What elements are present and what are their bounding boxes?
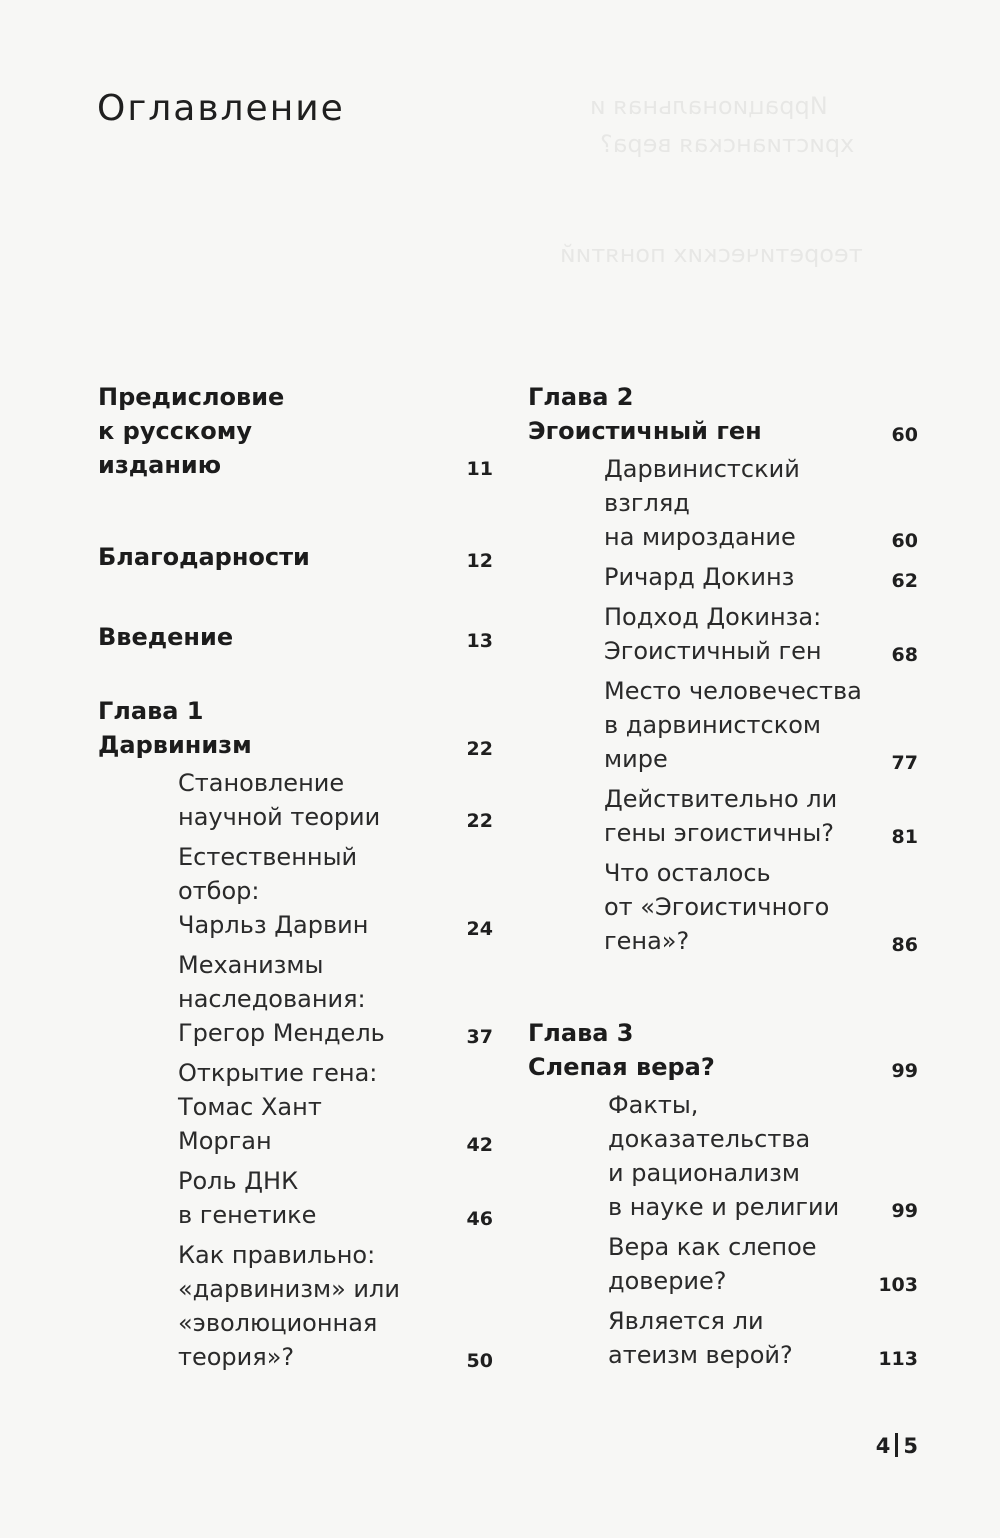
toc-subentry[interactable] <box>608 1230 918 1298</box>
toc-column-left <box>98 380 493 1374</box>
toc-entry-title: Что осталось от «Эгоистичного гена»? <box>604 859 830 955</box>
toc-entry-title: Подход Докинза: Эгоистичный ген <box>604 603 822 665</box>
toc-page-number: 99 <box>891 1060 918 1082</box>
toc-page-number: 13 <box>466 630 493 652</box>
toc-page-number: 24 <box>466 918 493 940</box>
toc-entry-acknowledgements[interactable] <box>98 540 493 574</box>
toc-subentry[interactable] <box>608 1088 918 1224</box>
toc-page-number: 11 <box>466 458 493 480</box>
toc-subentry[interactable] <box>178 1238 493 1374</box>
toc-page-number: 86 <box>891 934 918 956</box>
toc-subentry[interactable] <box>178 1056 493 1158</box>
page-title: Оглавление <box>97 88 345 129</box>
toc-page-number: 62 <box>891 570 918 592</box>
toc-entry-title: Факты, доказательства и рационализм в науке и религии <box>608 1091 840 1221</box>
toc-entry-title: Благодарности <box>98 543 310 571</box>
toc-page-number: 22 <box>466 810 493 832</box>
toc-subentry[interactable] <box>178 840 493 942</box>
folio-right: 5 <box>903 1434 918 1458</box>
toc-page-number: 99 <box>891 1200 918 1222</box>
toc-page-number: 37 <box>466 1026 493 1048</box>
toc-entry-title: Место человечества в дарвинистском мире <box>604 677 862 773</box>
toc-page-number: 60 <box>891 530 918 552</box>
toc-entry-chapter-1[interactable] <box>98 694 493 762</box>
toc-entry-title: Становление научной теории <box>178 769 381 831</box>
toc-entry-title: Является ли атеизм верой? <box>608 1307 793 1369</box>
toc-subentry[interactable] <box>608 1304 918 1372</box>
toc-entry-title: Введение <box>98 623 234 651</box>
toc-page-number: 46 <box>466 1208 493 1230</box>
toc-entry-title <box>98 380 493 482</box>
toc-page-number: 50 <box>466 1350 493 1372</box>
toc-page-number: 77 <box>891 752 918 774</box>
book-page: Иррациональная и христианская вера? теоретических понятий Оглавление Предисловие к русскому изданию 11 Благодарности 12 Введение 13 Глава 1 Дарвинизм 22 Становление научной теории 22 Естественный отбор: Чарльз Дарвин 24 Механизмы наследования: Грегор Мендель 37 Открытие гена: Томас Хант Морган 42 Роль ДНК в генетике 46 Как правильно: «дарвинизм» или «эволюционная теория»? 50 Глава 2 Эгоистичный ген 60 Дарвинистский взгляд на мироздание 60 Ричард Докинз 62 Подход Докинза: Эгоистичный ген 68 Место человечества в дарвинистском мире 77 Действительно ли гены эгоистичны? 81 Что осталось от «Эгоистичного гена»? 86 Глава 3 Слепая вера? 99 Факты, доказательства и рационализм в науке и религии 99 Вера как слепое доверие? 103 Является ли атеизм верой? 113 4 5 <box>97 88 918 1458</box>
toc-page-number: 81 <box>891 826 918 848</box>
toc-subentry[interactable] <box>604 674 918 776</box>
toc-entry-title: Ричард Докинз <box>604 563 795 591</box>
toc-entry-title: Глава 1 Дарвинизм <box>98 697 252 759</box>
toc-page-number: 68 <box>891 644 918 666</box>
toc-page-number: 113 <box>878 1348 918 1370</box>
toc-entry-title: Дарвинистский взгляд на мироздание <box>604 455 800 551</box>
toc-entry-title: Действительно ли гены эгоистичны? <box>604 785 838 847</box>
toc-entry-chapter-2[interactable] <box>528 380 918 448</box>
toc-entry-title: Механизмы наследования: Грегор Мендель <box>178 951 385 1047</box>
toc-entry-chapter-3[interactable] <box>528 1016 918 1084</box>
toc-page-number: 60 <box>891 424 918 446</box>
toc-subentry[interactable] <box>604 560 918 594</box>
toc-entry-title: Глава 3 Слепая вера? <box>528 1019 715 1081</box>
toc-entry-title: Как правильно: «дарвинизм» или «эволюционная теория»? <box>178 1241 400 1371</box>
toc-subentry[interactable] <box>604 856 918 958</box>
toc-entry-title: Глава 2 Эгоистичный ген <box>528 383 762 445</box>
toc-page-number: 12 <box>466 550 493 572</box>
toc-subentry[interactable] <box>604 782 918 850</box>
toc-subentry[interactable] <box>178 766 493 834</box>
toc-subentry[interactable] <box>178 948 493 1050</box>
toc-line: Предисловие к русскому изданию <box>98 383 285 479</box>
folio-left: 4 <box>875 1434 891 1458</box>
page-folio <box>876 1433 918 1458</box>
toc-column-right <box>528 380 918 1372</box>
toc-page-number: 22 <box>466 738 493 760</box>
toc-entry-title: Роль ДНК в генетике <box>178 1167 317 1229</box>
toc-subentry[interactable] <box>178 1164 493 1232</box>
toc-subentry[interactable] <box>604 600 918 668</box>
folio-divider <box>895 1433 898 1457</box>
toc-entry-introduction[interactable] <box>98 620 493 654</box>
toc-page-number: 103 <box>878 1274 918 1296</box>
toc-entry-preface[interactable] <box>98 380 493 482</box>
toc-entry-title: Открытие гена: Томас Хант Морган <box>178 1059 378 1155</box>
toc-subentry[interactable] <box>604 452 918 554</box>
toc-page-number: 42 <box>466 1134 493 1156</box>
toc-entry-title: Вера как слепое доверие? <box>608 1233 817 1295</box>
toc-entry-title: Естественный отбор: Чарльз Дарвин <box>178 843 369 939</box>
